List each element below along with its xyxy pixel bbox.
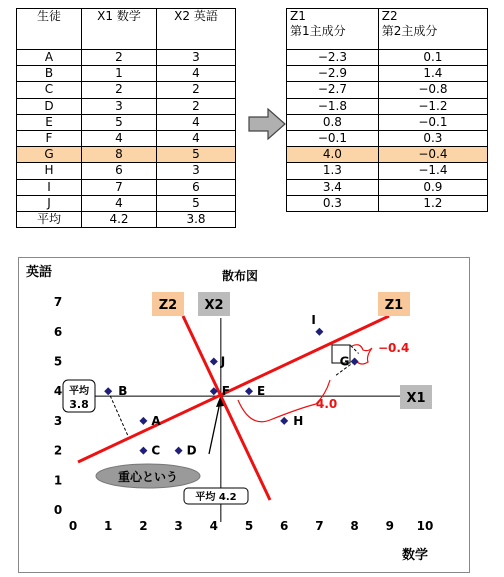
cell-student: F [17, 130, 82, 146]
data-point-a [139, 417, 147, 425]
x-tick-label: 0 [68, 519, 78, 533]
avg-y-value: 3.8 [69, 398, 89, 411]
point-label-e: E [257, 384, 266, 399]
cell-x2: 6 [157, 179, 236, 195]
point-label-f: F [221, 384, 231, 399]
table-row-highlighted [287, 147, 488, 163]
cell-z2: −0.8 [378, 82, 487, 98]
x-axis-title: 数学 [402, 548, 429, 563]
table-row [287, 66, 488, 82]
cell-x2: 3 [157, 163, 236, 179]
header-student: 生徒 [17, 9, 82, 50]
cell-z2: 0.1 [378, 50, 487, 66]
cell-x1: 7 [82, 179, 157, 195]
y-tick-label: 0 [53, 503, 63, 517]
cell-x1: 3 [82, 98, 157, 114]
table-row [17, 130, 236, 146]
table-row [287, 82, 488, 98]
avg-x-label: 平均 4.2 [195, 492, 237, 503]
cell-x1: 5 [82, 114, 157, 130]
cell-z1: −2.9 [287, 66, 379, 82]
projection-g-z1 [351, 346, 359, 354]
x-tick-label: 10 [416, 519, 434, 533]
x-tick-label: 3 [174, 519, 183, 533]
cell-z2: 1.4 [378, 66, 487, 82]
cell-z1: 3.4 [287, 179, 379, 195]
x-tick-label: 8 [350, 519, 359, 533]
table-row [287, 179, 488, 195]
header-z2-symbol: Z2 [381, 9, 398, 23]
x-tick-label: 4 [209, 519, 218, 533]
avg-y-label: 平均 [69, 386, 89, 397]
point-label-i: I [311, 312, 316, 327]
cell-z1: 1.3 [287, 163, 379, 179]
data-point-g [351, 358, 359, 366]
cell-x1: 2 [82, 50, 157, 66]
header-z2 [378, 9, 487, 50]
cell-student: B [17, 66, 82, 82]
data-point-e [245, 387, 253, 395]
data-point-i [315, 328, 323, 336]
scatter-chart [0, 250, 504, 577]
y-axis-title: 英語 [26, 265, 53, 280]
cell-avg-x2: 3.8 [157, 211, 236, 227]
table-row [17, 82, 236, 98]
cell-z2: 0.3 [378, 130, 487, 146]
point-label-j: J [220, 354, 226, 369]
y-tick-label: 2 [53, 443, 63, 458]
data-point-d [175, 447, 183, 455]
point-label-a: A [151, 413, 161, 428]
cell-z2: 0.9 [378, 179, 487, 195]
cell-z1: −2.3 [287, 50, 379, 66]
cell-student: D [17, 98, 82, 114]
data-table-scores [16, 8, 236, 228]
cell-student: H [17, 163, 82, 179]
centroid-note-text: 重心という [117, 470, 179, 484]
cell-student: I [17, 179, 82, 195]
data-table-principal-components [286, 8, 488, 212]
table-row [287, 114, 488, 130]
y-tick-label: 6 [53, 324, 63, 339]
table-row [17, 50, 236, 66]
cell-z1: −0.1 [287, 130, 379, 146]
header-z1-name: 第1主成分 [290, 24, 346, 38]
y-tick-label: 1 [53, 473, 63, 488]
cell-x1: 6 [82, 163, 157, 179]
y-tick-label: 3 [53, 413, 63, 428]
table-header-row [17, 9, 236, 50]
y-tick-label: 7 [53, 295, 63, 310]
data-point-h [280, 417, 288, 425]
cell-x2: 5 [157, 195, 236, 211]
x-tick-label: 5 [244, 519, 254, 533]
cell-z2: −0.4 [378, 147, 487, 163]
x2-axis-label: X2 [204, 298, 224, 313]
table-row [17, 66, 236, 82]
cell-student: A [17, 50, 82, 66]
point-label-c: C [151, 443, 161, 458]
data-point-j [210, 358, 218, 366]
cell-x1: 4 [82, 195, 157, 211]
x-tick-label: 1 [104, 519, 113, 533]
cell-student: C [17, 82, 82, 98]
data-point-c [139, 447, 147, 455]
cell-student: G [17, 147, 82, 163]
point-label-h: H [293, 413, 304, 428]
table-row [17, 98, 236, 114]
table-row [17, 195, 236, 211]
centroid-arrow [209, 402, 220, 454]
right-arrow-icon [248, 108, 286, 140]
cell-x2: 2 [157, 98, 236, 114]
cell-x2: 3 [157, 50, 236, 66]
header-z1 [287, 9, 379, 50]
table-row [17, 163, 236, 179]
cell-z1: 0.8 [287, 114, 379, 130]
table-row [287, 130, 488, 146]
header-z1-symbol: Z1 [290, 9, 306, 23]
point-label-d: D [186, 443, 197, 458]
z2-value-annotation: −0.4 [378, 341, 410, 355]
x-tick-label: 6 [280, 519, 289, 533]
table-row [17, 179, 236, 195]
z1-axis-label: Z1 [384, 298, 404, 313]
cell-avg-x1: 4.2 [82, 211, 157, 227]
cell-x1: 1 [82, 66, 157, 82]
header-x1-math: X1 数学 [82, 9, 157, 50]
data-point-b [104, 387, 112, 395]
cell-student: J [17, 195, 82, 211]
cell-z2: 1.2 [378, 195, 487, 211]
table-row [287, 98, 488, 114]
z2-axis-label: Z2 [158, 298, 178, 313]
table-header-row [287, 9, 488, 50]
cell-avg-label: 平均 [17, 211, 82, 227]
chart-title: 散布図 [221, 269, 259, 283]
y-tick-label: 5 [53, 354, 63, 369]
cell-x1: 4 [82, 130, 157, 146]
cell-x2: 2 [157, 82, 236, 98]
cell-student: E [17, 114, 82, 130]
point-label-g: G [339, 354, 350, 369]
x-tick-label: 2 [139, 519, 148, 533]
cell-x2: 4 [157, 130, 236, 146]
y-tick-label: 4 [53, 384, 63, 399]
cell-z2: −1.4 [378, 163, 487, 179]
cell-x1: 2 [82, 82, 157, 98]
cell-z1: 4.0 [287, 147, 379, 163]
x1-axis-label: X1 [406, 391, 426, 406]
z1-value-annotation: 4.0 [316, 397, 338, 411]
x-tick-label: 9 [385, 519, 394, 533]
point-label-b: B [118, 384, 128, 399]
header-z2-name: 第2主成分 [381, 24, 438, 38]
x-tick-label: 7 [315, 519, 324, 533]
table-row [287, 163, 488, 179]
cell-x2: 4 [157, 114, 236, 130]
table-row-average [17, 211, 236, 227]
cell-z2: −0.1 [378, 114, 487, 130]
header-x2-english: X2 英語 [157, 9, 236, 50]
cell-z1: −2.7 [287, 82, 379, 98]
table-row [287, 50, 488, 66]
cell-x2: 4 [157, 66, 236, 82]
cell-z1: 0.3 [287, 195, 379, 211]
table-row [287, 195, 488, 211]
cell-x1: 8 [82, 147, 157, 163]
cell-x2: 5 [157, 147, 236, 163]
table-row [17, 114, 236, 130]
cell-z2: −1.2 [378, 98, 487, 114]
cell-z1: −1.8 [287, 98, 379, 114]
table-row-highlighted [17, 147, 236, 163]
